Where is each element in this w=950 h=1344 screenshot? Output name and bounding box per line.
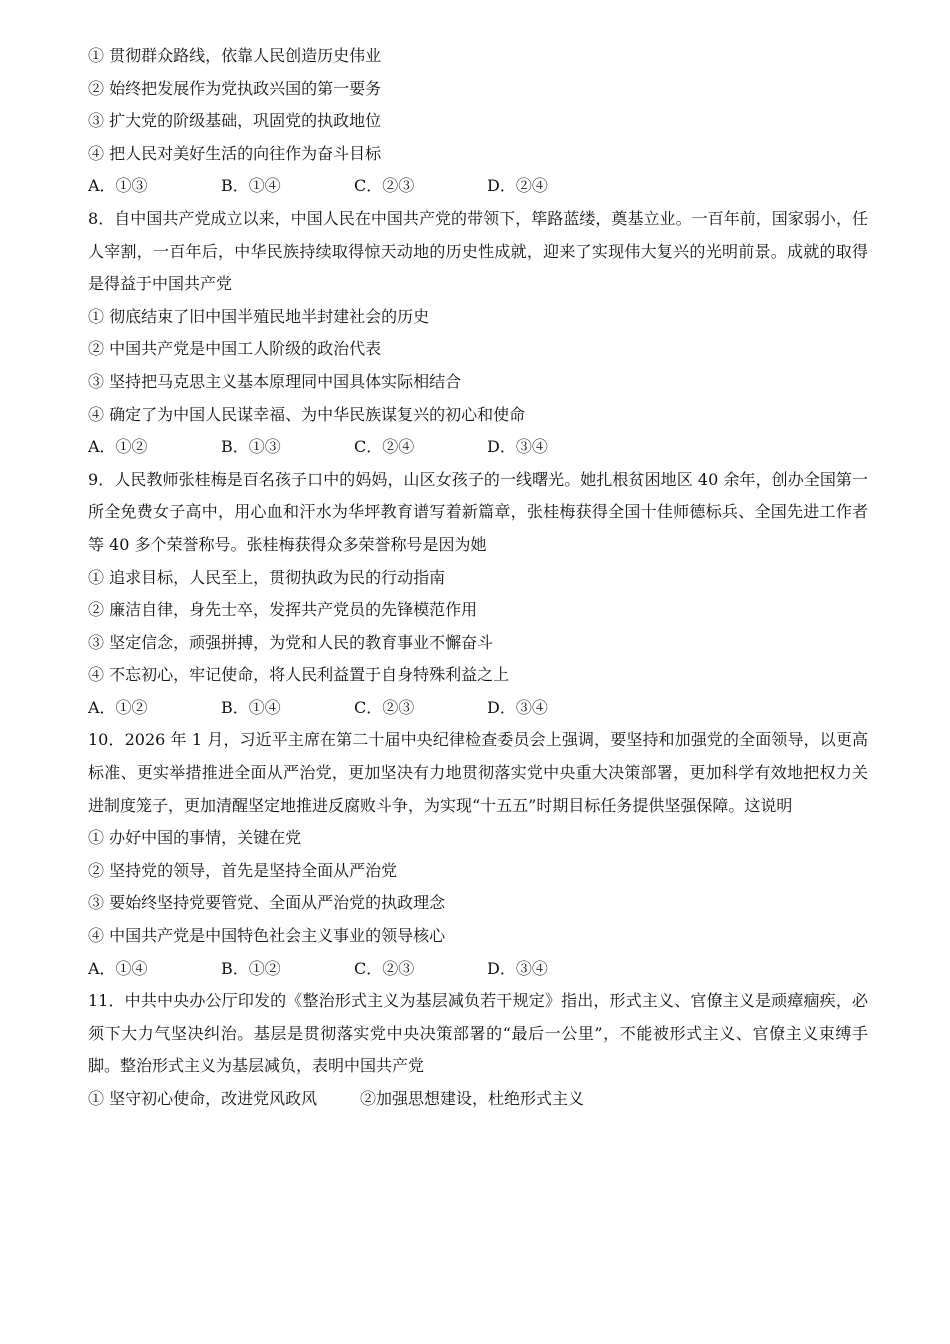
intro-item-3: ③ 扩大党的阶级基础，巩固党的执政地位 [88,111,382,131]
option-c: C．②④ [354,437,415,457]
option-a: A．①② [88,697,148,717]
option-a: A．①④ [88,958,148,978]
question-9-item-3: ③ 坚定信念，顽强拼搏，为党和人民的教育事业不懈奋斗 [88,632,494,652]
question-8-item-4: ④ 确定了为中国人民谋幸福、为中华民族谋复兴的初心和使命 [88,404,526,424]
question-11-stem: 11．中共中央办公厅印发的《整治形式主义为基层减负若干规定》指出，形式主义、官僚主义是顽瘴痼疾，必须下大力气坚决纠治。基层是贯彻落实党中央决策部署的“最后一公里”，不能被形式主义、官僚主义束缚手脚。整治形式主义为基层减负，表明中国共产党 [88,991,868,1076]
option-d: D．③④ [487,958,548,978]
intro-options [88,170,868,203]
question-9-options [88,692,868,725]
question-10-item-2: ② 坚持党的领导，首先是坚持全面从严治党 [88,860,398,880]
option-d: D．③④ [487,437,548,457]
option-c: C．②③ [354,176,415,196]
question-9-stem: 9．人民教师张桂梅是百名孩子口中的妈妈，山区女孩子的一线曙光。她扎根贫困地区 40 余年，创办全国第一所全免费女子高中，用心血和汗水为华坪教育谱写着新篇章，张桂梅获得全国十佳师德标兵、全国先进工作者等 40 多个荣誉称号。张桂梅获得众多荣誉称号是因为她 [88,469,868,554]
question-11-items [88,1083,868,1116]
option-c: C．②③ [354,958,415,978]
option-b: B．①④ [221,176,281,196]
question-11-item-1: ① 坚守初心使命，改进党风政风 [88,1089,318,1108]
question-11-item-2: ②加强思想建设，杜绝形式主义 [360,1089,585,1108]
option-d: D．②④ [487,176,548,196]
option-b: B．①④ [221,697,281,717]
question-8-item-3: ③ 坚持把马克思主义基本原理同中国具体实际相结合 [88,371,462,391]
question-8-item-1: ① 彻底结束了旧中国半殖民地半封建社会的历史 [88,306,430,326]
exam-page [88,40,868,1116]
question-8-item-2: ② 中国共产党是中国工人阶级的政治代表 [88,339,382,359]
option-a: A．①② [88,437,148,457]
question-10-options [88,953,868,986]
question-8-stem: 8．自中国共产党成立以来，中国人民在中国共产党的带领下，筚路蓝缕，奠基立业。一百年前，国家弱小，任人宰割，一百年后，中华民族持续取得惊天动地的历史性成就，迎来了实现伟大复兴的光明前景。成就的取得是得益于中国共产党 [88,208,868,294]
question-9-item-4: ④ 不忘初心，牢记使命，将人民利益置于自身特殊利益之上 [88,665,510,685]
question-10-item-4: ④ 中国共产党是中国特色社会主义事业的领导核心 [88,926,446,946]
intro-item-4: ④ 把人民对美好生活的向往作为奋斗目标 [88,143,382,163]
question-9-item-2: ② 廉洁自律，身先士卒，发挥共产党员的先锋模范作用 [88,600,478,620]
option-c: C．②③ [354,697,415,717]
question-8-options [88,431,868,464]
intro-item-1: ① 贯彻群众路线，依靠人民创造历史伟业 [88,46,382,65]
question-10-item-1: ① 办好中国的事情，关键在党 [88,828,302,848]
intro-item-2: ② 始终把发展作为党执政兴国的第一要务 [88,78,382,98]
question-10-item-3: ③ 要始终坚持党要管党、全面从严治党的执政理念 [88,893,446,913]
option-b: B．①② [221,958,281,978]
option-d: D．③④ [487,697,548,717]
option-a: A．①③ [88,176,148,196]
option-b: B．①③ [221,437,281,457]
question-9-item-1: ① 追求目标，人民至上，贯彻执政为民的行动指南 [88,567,446,587]
question-10-stem: 10．2026 年 1 月，习近平主席在第二十届中央纪律检查委员会上强调，要坚持和加强党的全面领导，以更高标准、更实举措推进全面从严治党，更加坚决有力地贯彻落实党中央重大决策部署，更加科学有效地把权力关进制度笼子，更加清醒坚定地推进反腐败斗争，为实现“十五五”时期目标任务提供坚强保障。这说明 [88,730,868,815]
